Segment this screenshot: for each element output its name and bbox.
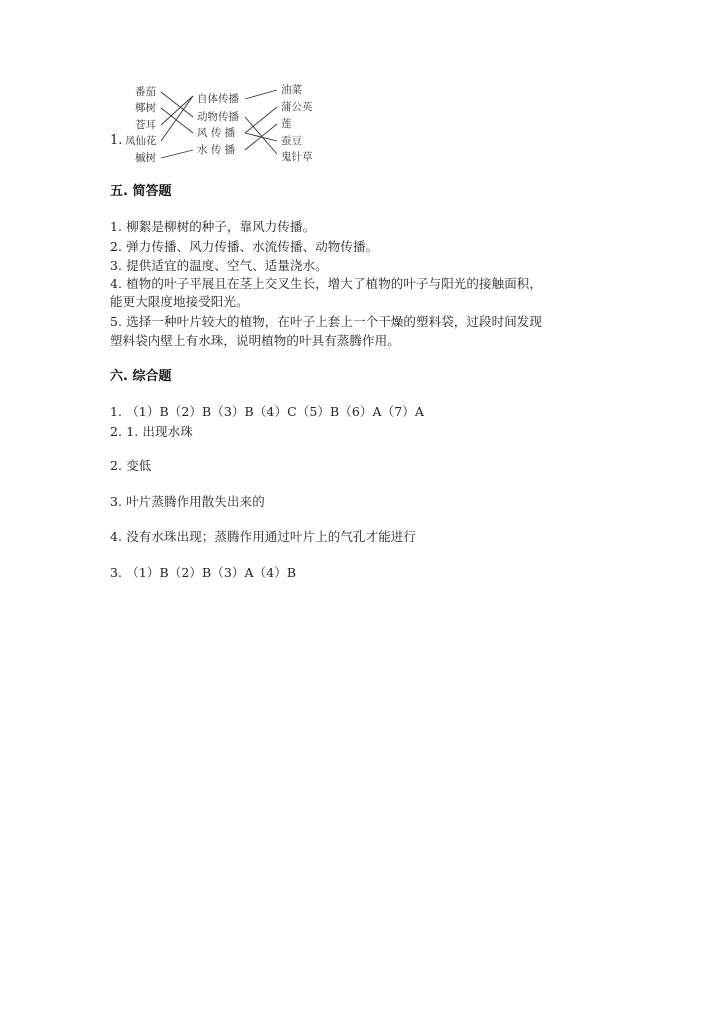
plant-label: 凤仙花: [125, 135, 157, 147]
answer-line: 5. 选择一种叶片较大的植物，在叶子上套上一个干燥的塑料袋，过段时间发现: [110, 314, 543, 329]
answer-line: 2. 弹力传播、风力传播、水流传播、动物传播。: [110, 239, 379, 254]
plant-label: 槭树: [135, 152, 156, 164]
matching-diagram: [115, 84, 330, 166]
answer-line: 1. 柳絮是柳树的种子，靠风力传播。: [110, 219, 316, 234]
method-label: 动物传播: [197, 111, 239, 123]
plant-label: 番茄: [135, 86, 156, 98]
method-label: 自体传播: [197, 93, 239, 105]
example-label: 蚕豆: [281, 135, 302, 147]
match-line: [161, 150, 193, 158]
answer-line: 1. （1）B（2）B（3）B（4）C（5）B（6）A（7）A: [110, 404, 425, 419]
answer-line: 塑料袋内壁上有水珠，说明植物的叶具有蒸腾作用。: [110, 333, 400, 348]
plant-label: 苍耳: [135, 119, 156, 131]
example-label: 油菜: [281, 84, 302, 96]
matching-question-number: 1.: [110, 133, 123, 148]
answer-line: 4. 没有水珠出现；蒸腾作用通过叶片上的气孔才能进行: [110, 529, 417, 544]
match-line: [245, 90, 277, 99]
answer-line: 3. 提供适宜的温度、空气、适量浇水。: [110, 258, 328, 273]
match-line: [245, 117, 277, 154]
match-line: [245, 107, 277, 133]
answer-line: 2. 变低: [110, 458, 152, 473]
answer-line: 2. 1. 出现水珠: [110, 424, 193, 439]
example-label: 鬼针草: [281, 151, 313, 163]
match-line: [161, 92, 193, 117]
answer-line: 3. 叶片蒸腾作用散失出来的: [110, 494, 265, 509]
plant-label: 椰树: [135, 102, 156, 114]
match-line: [245, 133, 277, 141]
method-label: 水 传 播: [197, 144, 236, 156]
section-heading: 五. 简答题: [110, 184, 172, 199]
answer-line: 4. 植物的叶子平展且在茎上交叉生长，增大了植物的叶子与阳光的接触面积，: [110, 276, 543, 291]
answer-line: 3. （1）B（2）B（3）A（4）B: [110, 565, 297, 580]
method-label: 风 传 播: [197, 127, 236, 139]
section-heading: 六. 综合题: [110, 369, 172, 384]
match-line: [161, 96, 193, 141]
answer-line: 能更大限度地接受阳光。: [110, 294, 249, 309]
example-label: 蒲公英: [281, 101, 313, 113]
example-label: 莲: [281, 118, 292, 130]
